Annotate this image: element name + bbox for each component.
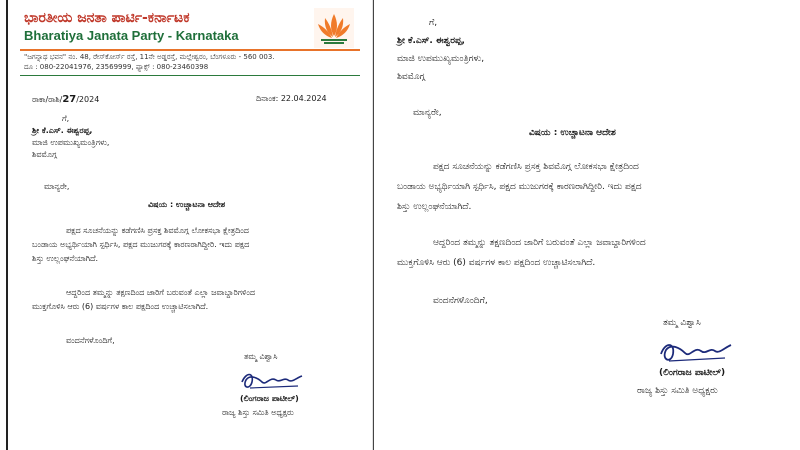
left-edge xyxy=(6,0,8,450)
ref-number: 27 xyxy=(62,94,77,105)
letter-date xyxy=(256,94,327,104)
para1-line3: ಶಿಸ್ತು ಉಲ್ಲಂಘನೆಯಾಗಿದೆ. xyxy=(32,254,99,263)
yours-faithfully-zoomed: ತಮ್ಮ ವಿಶ್ವಾಸಿ xyxy=(663,318,701,328)
letterhead-title-english: Bharatiya Janata Party - Karnataka xyxy=(24,28,239,43)
date-label: ದಿನಾಂಕ: xyxy=(256,94,279,103)
para1-line2: ಬಂಡಾಯ ಅಭ್ಯರ್ಥಿಯಾಗಿ ಸ್ಪರ್ಧಿಸಿ, ಪಕ್ಷದ ಮುಜುಗರಕ್ಕೆ ಕಾರಣರಾಗಿದ್ದೀರಿ. ಇದು ಪಕ್ಷದ xyxy=(32,240,250,249)
recipient-place: ಶಿವಮೊಗ್ಗ xyxy=(32,150,57,159)
signatory-name-zoomed: (ಲಿಂಗರಾಜ ಪಾಟೀಲ್) xyxy=(659,368,726,378)
yours-faithfully: ತಮ್ಮ ವಿಶ್ವಾಸಿ xyxy=(244,352,278,361)
to-label-zoomed: ಗೆ, xyxy=(429,18,438,28)
letter-image-right-zoomed xyxy=(372,0,800,450)
letterhead-rule-green xyxy=(20,75,360,76)
to-label: ಗೆ, xyxy=(62,114,70,123)
closing-zoomed: ವಂದನೆಗಳೊಂದಿಗೆ, xyxy=(433,296,488,306)
bjp-lotus-logo xyxy=(314,8,354,48)
recipient-name: ಶ್ರೀ ಕೆ.ಎಸ್. ಈಶ್ವರಪ್ಪ, xyxy=(32,126,93,135)
para2-line2-zoomed: ಮುಕ್ತಗೊಳಿಸಿ ಆರು (6) ವರ್ಷಗಳ ಕಾಲ ಪಕ್ಷದಿಂದ ಉಚ್ಚಾಟಿಸಲಾಗಿದೆ. xyxy=(397,258,596,268)
salutation: ಮಾನ್ಯರೇ, xyxy=(44,182,70,191)
letterhead-title-kannada: ಭಾರತೀಯ ಜನತಾ ಪಾರ್ಟಿ-ಕರ್ನಾಟಕ xyxy=(24,10,190,26)
reference-number xyxy=(32,94,99,105)
date-value: 22.04.2024 xyxy=(280,94,327,103)
para1-line1: ಪಕ್ಷದ ಸೂಚನೆಯನ್ನು ಕಡೆಗಣಿಸಿ ಪ್ರಸಕ್ತ ಶಿವಮೊಗ್ಗ ಲೋಕಸಭಾ ಕ್ಷೇತ್ರದಿಂದ xyxy=(66,226,249,235)
signature-image xyxy=(236,368,306,394)
para1-line1-zoomed: ಪಕ್ಷದ ಸೂಚನೆಯನ್ನು ಕಡೆಗಣಿಸಿ ಪ್ರಸಕ್ತ ಶಿವಮೊಗ್ಗ ಲೋಕಸಭಾ ಕ್ಷೇತ್ರದಿಂದ xyxy=(433,162,639,172)
subject-line: ವಿಷಯ : ಉಚ್ಚಾಟನಾ ಆದೇಶ xyxy=(148,200,226,209)
letter-image-left xyxy=(0,0,370,450)
signatory-role-zoomed: ರಾಜ್ಯ ಶಿಸ್ತು ಸಮಿತಿ ಅಧ್ಯಕ್ಷರು xyxy=(637,386,718,396)
signatory-role: ರಾಜ್ಯ ಶಿಸ್ತು ಸಮಿತಿ ಅಧ್ಯಕ್ಷರು xyxy=(222,408,294,417)
para2-line2: ಮುಕ್ತಗೊಳಿಸಿ ಆರು (6) ವರ್ಷಗಳ ಕಾಲ ಪಕ್ಷದಿಂದ ಉಚ್ಚಾಟಿಸಲಾಗಿದೆ. xyxy=(32,302,209,311)
recipient-title: ಮಾಜಿ ಉಪಮುಖ್ಯಮಂತ್ರಿಗಳು, xyxy=(32,138,110,147)
letterhead-address: "ಜಗನ್ನಾಥ ಭವನ" ನಂ. 48, ರೇಸ್‌ಕೋರ್ಸ್ ರಸ್ತೆ, 11ನೇ ಅಡ್ಡರಸ್ತೆ, ಮಲ್ಲೇಶ್ವರಂ, ಬೆಂಗಳೂರು - 560 003. xyxy=(24,53,275,61)
signature-image-zoomed xyxy=(655,336,735,368)
ref-label: ರಾಕಾ/ರಾಶಿ/ xyxy=(32,95,63,104)
letterhead-phone: ದೂ : 080-22041976, 23569999, ಫ್ಯಾಕ್ಸ್ : 080-23460398 xyxy=(24,63,209,71)
para2-line1-zoomed: ಆದ್ದರಿಂದ ತಮ್ಮನ್ನು ತಕ್ಷಣದಿಂದ ಜಾರಿಗೆ ಬರುವಂತೆ ಎಲ್ಲಾ ಜವಾಬ್ದಾರಿಗಳಿಂದ xyxy=(433,238,646,248)
recipient-title-zoomed: ಮಾಜಿ ಉಪಮುಖ್ಯಮಂತ್ರಿಗಳು, xyxy=(397,54,485,64)
signatory-name: (ಲಿಂಗರಾಜ ಪಾಟೀಲ್) xyxy=(240,394,299,403)
letterhead-rule-orange xyxy=(20,49,360,51)
closing: ವಂದನೆಗಳೊಂದಿಗೆ, xyxy=(66,336,115,345)
subject-line-zoomed: ವಿಷಯ : ಉಚ್ಚಾಟನಾ ಆದೇಶ xyxy=(529,128,616,138)
salutation-zoomed: ಮಾನ್ಯರೇ, xyxy=(413,108,442,118)
para1-line2-zoomed: ಬಂಡಾಯ ಅಭ್ಯರ್ಥಿಯಾಗಿ ಸ್ಪರ್ಧಿಸಿ, ಪಕ್ಷದ ಮುಜುಗರಕ್ಕೆ ಕಾರಣರಾಗಿದ್ದೀರಿ. ಇದು ಪಕ್ಷದ xyxy=(397,182,642,192)
para1-line3-zoomed: ಶಿಸ್ತು ಉಲ್ಲಂಘನೆಯಾಗಿದೆ. xyxy=(397,202,472,212)
right-edge xyxy=(373,0,374,450)
recipient-name-zoomed: ಶ್ರೀ ಕೆ.ಎಸ್. ಈಶ್ವರಪ್ಪ, xyxy=(397,36,465,46)
para2-line1: ಆದ್ದರಿಂದ ತಮ್ಮನ್ನು ತಕ್ಷಣದಿಂದ ಜಾರಿಗೆ ಬರುವಂತೆ ಎಲ್ಲಾ ಜವಾಬ್ದಾರಿಗಳಿಂದ xyxy=(66,288,256,297)
ref-year: /2024 xyxy=(76,95,100,104)
recipient-place-zoomed: ಶಿವಮೊಗ್ಗ xyxy=(397,72,425,82)
